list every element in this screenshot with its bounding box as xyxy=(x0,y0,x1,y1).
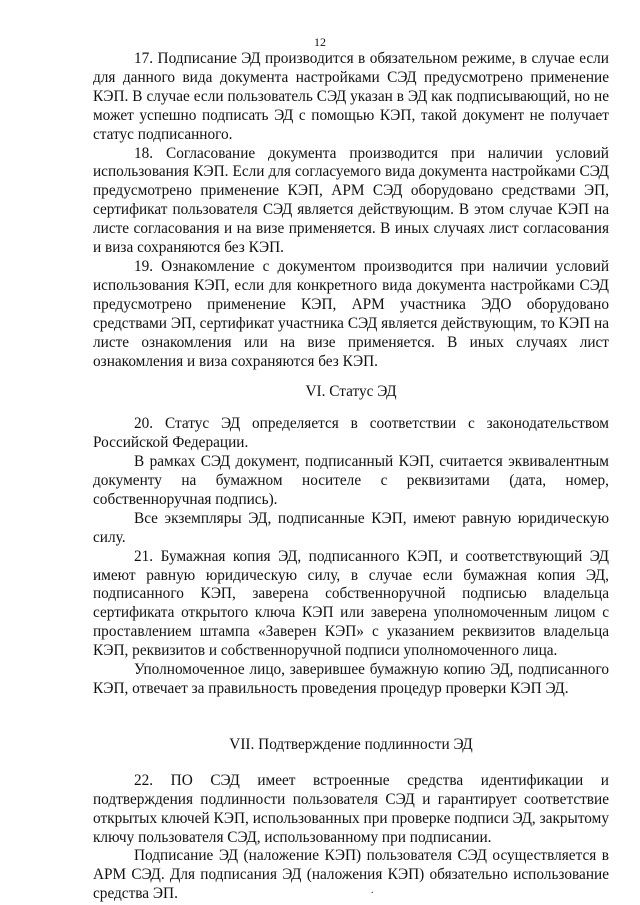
paragraph-17: 17. Подписание ЭД производится в обязательном режиме, в случае если для данного вида документа настройками СЭД предусмотрено применение КЭП. В случае если пользователь СЭД указан в ЭД как подписывающий, но не может успешно подписать ЭД с помощью КЭП, такой документ не получает статус подписанного. xyxy=(93,50,609,143)
paragraph-20-copies: Все экземпляры ЭД, подписанные КЭП, имеют равную юридическую силу. xyxy=(93,509,609,546)
document-body xyxy=(93,50,609,904)
paragraph-20-equivalence: В рамках СЭД документ, подписанный КЭП, считается эквивалентным документу на бумажном носителе с реквизитами (дата, номер, собственноручная подпись). xyxy=(93,453,609,508)
paragraph-18: 18. Согласование документа производится при наличии условий использования КЭП. Если для согласуемого вида документа настройками СЭД предусмотрено применение КЭП, АРМ СЭД оборудовано средствами ЭП, сертификат пользователя СЭД является действующим. В этом случае КЭП на листе согласования и на визе применяется. В иных случаях лист согласования и виза сохраняются без КЭП. xyxy=(93,144,609,257)
paragraph-19: 19. Ознакомление с документом производится при наличии условий использования КЭП, если для конкретного вида документа настройками СЭД предусмотрено применение КЭП, АРМ участника ЭДО оборудовано средствами ЭП, сертификат участника СЭД является действующим, то КЭП на листе ознакомления или на визе применяется. В иных случаях лист ознакомления и виза сохраняются без КЭП. xyxy=(93,257,609,370)
paragraph-20: 20. Статус ЭД определяется в соответствии с законодательством Российской Федерации. xyxy=(93,415,609,452)
section-heading-vii: VII. Подтверждение подлинности ЭД xyxy=(229,735,473,753)
paragraph-22-signing: Подписание ЭД (наложение КЭП) пользователя СЭД осуществляется в АРМ СЭД. Для подписания ЭД (наложения КЭП) обязательно использование средства ЭП. xyxy=(93,847,609,903)
paragraph-22: 22. ПО СЭД имеет встроенные средства идентификации и подтверждения подлинности пользователя СЭД и гарантирует соответствие открытых ключей КЭП, использованных при проверке подписи ЭД, закрытому ключу пользователя СЭД, использованному при подписании. xyxy=(93,771,609,846)
scan-mark: . xyxy=(371,885,374,896)
paragraph-21-responsibility: Уполномоченное лицо, заверившее бумажную копию ЭД, подписанного КЭП, отвечает за правильность проведения процедур проверки КЭП ЭД. xyxy=(93,661,609,697)
page-number: 12 xyxy=(314,35,326,49)
section-heading-vi: VI. Статус ЭД xyxy=(305,383,397,401)
paragraph-21: 21. Бумажная копия ЭД, подписанного КЭП, и соответствующий ЭД имеют равную юридическую силу, в случае если бумажная копия ЭД, подписанного КЭП, заверена собственноручной подписью владельца сертификата открытого ключа КЭП или заверена уполномоченным лицом с проставлением штампа «Заверен КЭП» с указанием реквизитов владельца КЭП, реквизитов и собственноручной подписи уполномоченного лица. xyxy=(93,547,609,660)
